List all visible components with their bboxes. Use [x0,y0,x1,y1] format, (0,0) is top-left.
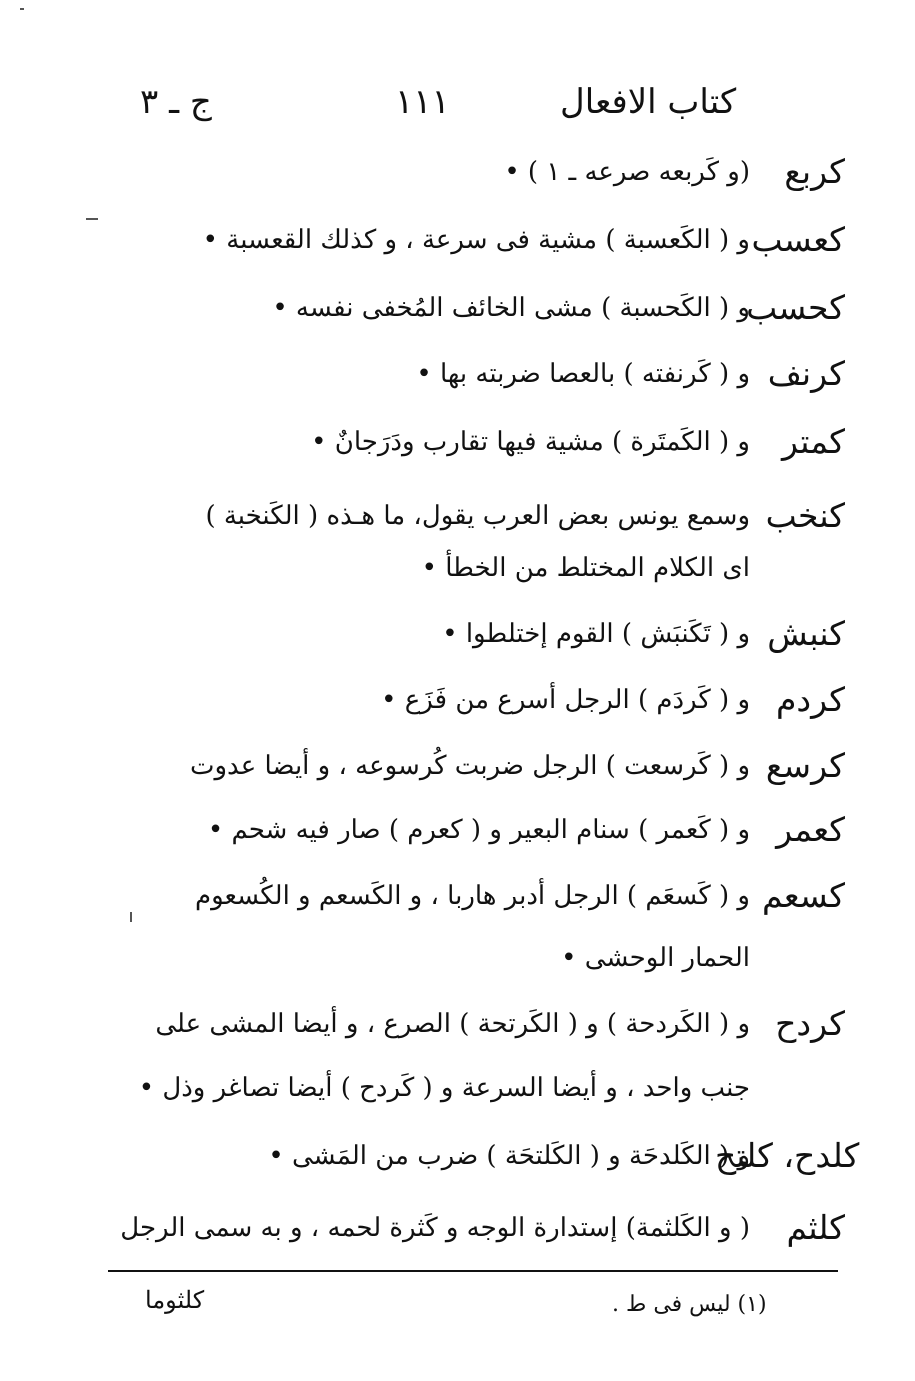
entry-headword: كمتر [782,422,845,461]
entry-definition: وسمع يونس بعض العرب يقول، ما هـذه ( الكَنخبة ) [205,501,750,531]
entry-headword: كلدح، كلتح [715,1136,860,1175]
entry-definition-continued: جنب واحد ، و أيضا السرعة و ( كَردح ) أيضا تصاغر وذل • [138,1073,750,1103]
entry-headword: كنخب [765,496,845,535]
entry-headword: كنبش [767,614,845,653]
entry-headword: كرسع [765,746,845,785]
page-number: ١١١ [395,82,450,122]
entry-definition: و ( الكَمتَرة ) مشية فيها تقارب ودَرَجانٌ • [311,427,750,457]
scan-speck [130,912,132,922]
entry-definition: و ( الكَعسبة ) مشية فى سرعة ، و كذلك القعسبة • [202,225,750,255]
entry-definition: (و كَربعه صرعه ـ ١ ) • [504,157,750,187]
running-title: كتاب الافعال [560,82,737,122]
entry-headword: كردح [775,1004,845,1043]
entry-headword: كسعم [761,876,845,915]
entry-definition: و ( تَكَنبَش ) القوم إختلطوا • [442,619,750,649]
catchword: كلثوما [145,1286,205,1314]
entry-headword: كربع [784,152,845,191]
scan-speck [20,8,24,10]
entry-definition: ( و الكَلثمة) إستدارة الوجه و كَثرة لحمه ، و به سمى الرجل [120,1213,750,1243]
entry-definition: و ( الكَلدحَة و ( الكَلتحَة ) ضرب من المَشى • [268,1141,750,1171]
entry-definition: و ( كَسعَم ) الرجل أدبر هاربا ، و الكَسعم و الكُسعوم [195,881,750,911]
entry-definition-continued: اى الكلام المختلط من الخطأ • [421,553,750,583]
entry-definition: و ( كَردَم ) الرجل أسرع من فَزَع • [381,685,750,715]
entry-definition: و ( كَعمر ) سنام البعير و ( كعرم ) صار فيه شحم • [207,815,750,845]
entry-definition: و ( الكَردحة ) و ( الكَرتحة ) الصرع ، و أيضا المشى على [155,1009,750,1039]
scan-speck [86,218,98,220]
entry-definition: و ( الكَحسبة ) مشى الخائف المُخفى نفسه • [272,293,750,323]
footnote: (١) ليس فى ط . [612,1292,767,1317]
entry-definition: و ( كَرنفته ) بالعصا ضربته بها • [416,359,750,389]
entry-headword: كلثم [786,1208,845,1247]
volume-label: ج ـ ٣ [140,82,212,122]
entry-definition-continued: الحمار الوحشى • [561,943,750,973]
entry-headword: كعمر [776,810,845,849]
entry-headword: كردم [775,680,845,719]
entry-headword: كحسب [746,288,845,327]
entry-headword: كرنف [767,354,845,393]
footnote-divider [108,1270,838,1272]
entry-definition: و ( كَرسعت ) الرجل ضربت كُرسوعه ، و أيضا عدوت [190,751,750,781]
entry-headword: كعسب [751,220,845,259]
